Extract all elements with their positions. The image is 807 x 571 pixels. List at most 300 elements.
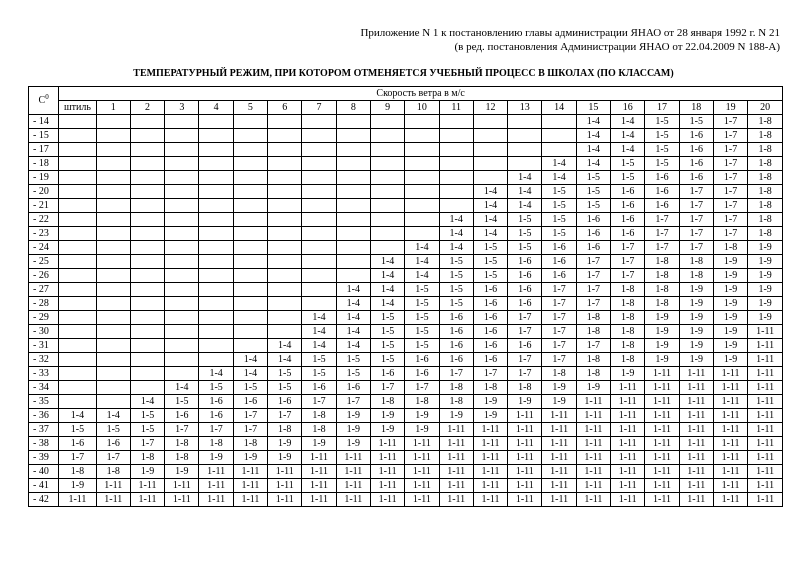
- grade-range-cell: [370, 157, 404, 171]
- grade-range-cell: [199, 269, 233, 283]
- grade-range-cell: [268, 297, 302, 311]
- grade-range-cell: [336, 213, 370, 227]
- grade-range-cell: 1-9: [679, 297, 713, 311]
- grade-range-cell: 1-5: [473, 255, 507, 269]
- grade-range-cell: 1-11: [473, 493, 507, 507]
- grade-range-cell: 1-11: [370, 479, 404, 493]
- grade-range-cell: 1-11: [713, 381, 747, 395]
- grade-range-cell: 1-6: [542, 255, 576, 269]
- grade-range-cell: [233, 325, 267, 339]
- grade-range-cell: 1-9: [748, 255, 783, 269]
- temperature-cell: - 26: [29, 269, 59, 283]
- temperature-cell: - 30: [29, 325, 59, 339]
- temperature-cell: - 14: [29, 115, 59, 129]
- grade-range-cell: [165, 339, 199, 353]
- grade-range-cell: 1-7: [713, 199, 747, 213]
- column-header: 5: [233, 101, 267, 115]
- grade-range-cell: 1-7: [542, 311, 576, 325]
- grade-range-cell: 1-6: [508, 339, 542, 353]
- grade-range-cell: 1-5: [268, 381, 302, 395]
- grade-range-cell: [302, 227, 336, 241]
- grade-range-cell: 1-11: [370, 437, 404, 451]
- grade-range-cell: [130, 185, 164, 199]
- grade-range-cell: [130, 353, 164, 367]
- grade-range-cell: 1-8: [473, 381, 507, 395]
- grade-range-cell: 1-5: [611, 157, 645, 171]
- grade-range-cell: 1-8: [439, 381, 473, 395]
- grade-range-cell: 1-4: [508, 185, 542, 199]
- grade-range-cell: [268, 227, 302, 241]
- grade-range-cell: [370, 199, 404, 213]
- grade-range-cell: [130, 115, 164, 129]
- grade-range-cell: 1-9: [713, 339, 747, 353]
- grade-range-cell: 1-7: [302, 395, 336, 409]
- grade-range-cell: [130, 241, 164, 255]
- grade-range-cell: 1-5: [233, 381, 267, 395]
- grade-range-cell: [130, 129, 164, 143]
- grade-range-cell: 1-7: [542, 325, 576, 339]
- column-header: 4: [199, 101, 233, 115]
- grade-range-cell: 1-11: [199, 479, 233, 493]
- grade-range-cell: [96, 227, 130, 241]
- grade-range-cell: [405, 185, 439, 199]
- grade-range-cell: 1-11: [679, 367, 713, 381]
- grade-range-cell: 1-4: [611, 115, 645, 129]
- grade-range-cell: 1-9: [268, 437, 302, 451]
- table-row: [29, 451, 783, 465]
- grade-range-cell: 1-6: [679, 171, 713, 185]
- temperature-cell: - 17: [29, 143, 59, 157]
- grade-range-cell: [473, 157, 507, 171]
- grade-range-cell: [165, 367, 199, 381]
- grade-range-cell: 1-7: [576, 269, 610, 283]
- column-header: 8: [336, 101, 370, 115]
- grade-range-cell: 1-8: [130, 451, 164, 465]
- grade-range-cell: [96, 325, 130, 339]
- grade-range-cell: [165, 269, 199, 283]
- temperature-cell: - 31: [29, 339, 59, 353]
- grade-range-cell: 1-5: [130, 409, 164, 423]
- grade-range-cell: 1-11: [508, 437, 542, 451]
- grade-range-cell: 1-7: [679, 185, 713, 199]
- column-header: 3: [165, 101, 199, 115]
- grade-range-cell: [96, 185, 130, 199]
- grade-range-cell: [233, 157, 267, 171]
- grade-range-cell: [96, 241, 130, 255]
- grade-range-cell: 1-8: [576, 325, 610, 339]
- temperature-cell: - 33: [29, 367, 59, 381]
- grade-range-cell: [59, 297, 96, 311]
- grade-range-cell: 1-6: [576, 227, 610, 241]
- grade-range-cell: 1-8: [748, 115, 783, 129]
- grade-range-cell: [96, 395, 130, 409]
- grade-range-cell: [130, 199, 164, 213]
- temperature-cell: - 22: [29, 213, 59, 227]
- column-header: 19: [713, 101, 747, 115]
- table-row: [29, 409, 783, 423]
- grade-range-cell: 1-11: [576, 395, 610, 409]
- grade-range-cell: [233, 199, 267, 213]
- grade-range-cell: 1-5: [302, 353, 336, 367]
- grade-range-cell: 1-7: [576, 339, 610, 353]
- table-body: [29, 115, 783, 507]
- grade-range-cell: 1-6: [679, 157, 713, 171]
- grade-range-cell: 1-5: [370, 311, 404, 325]
- grade-range-cell: 1-4: [130, 395, 164, 409]
- grade-range-cell: [233, 227, 267, 241]
- grade-range-cell: 1-11: [439, 465, 473, 479]
- grade-range-cell: 1-6: [405, 353, 439, 367]
- grade-range-cell: 1-11: [542, 451, 576, 465]
- grade-range-cell: 1-4: [336, 325, 370, 339]
- grade-range-cell: 1-11: [268, 493, 302, 507]
- grade-range-cell: 1-4: [59, 409, 96, 423]
- grade-range-cell: 1-5: [542, 199, 576, 213]
- document-title: ТЕМПЕРАТУРНЫЙ РЕЖИМ, ПРИ КОТОРОМ ОТМЕНЯЕТСЯ УЧЕБНЫЙ ПРОЦЕСС В ШКОЛАХ (ПО КЛАССАМ): [133, 68, 674, 79]
- grade-range-cell: 1-11: [611, 479, 645, 493]
- grade-range-cell: 1-5: [508, 227, 542, 241]
- grade-range-cell: 1-6: [679, 143, 713, 157]
- grade-range-cell: 1-7: [370, 381, 404, 395]
- grade-range-cell: 1-9: [405, 409, 439, 423]
- grade-range-cell: 1-11: [233, 479, 267, 493]
- grade-range-cell: 1-7: [542, 283, 576, 297]
- grade-range-cell: [233, 283, 267, 297]
- grade-range-cell: 1-11: [576, 479, 610, 493]
- grade-range-cell: 1-11: [645, 367, 679, 381]
- column-header: 15: [576, 101, 610, 115]
- grade-range-cell: 1-11: [611, 493, 645, 507]
- grade-range-cell: 1-6: [59, 437, 96, 451]
- grade-range-cell: [165, 255, 199, 269]
- grade-range-cell: [233, 311, 267, 325]
- grade-range-cell: 1-5: [473, 241, 507, 255]
- temperature-cell: - 41: [29, 479, 59, 493]
- grade-range-cell: [59, 227, 96, 241]
- grade-range-cell: 1-5: [370, 325, 404, 339]
- grade-range-cell: [59, 283, 96, 297]
- grade-range-cell: [302, 115, 336, 129]
- column-header: 13: [508, 101, 542, 115]
- grade-range-cell: 1-11: [576, 409, 610, 423]
- grade-range-cell: 1-11: [302, 465, 336, 479]
- grade-range-cell: 1-9: [370, 409, 404, 423]
- grade-range-cell: 1-7: [473, 367, 507, 381]
- grade-range-cell: [165, 171, 199, 185]
- grade-range-cell: 1-7: [713, 129, 747, 143]
- grade-range-cell: 1-4: [473, 213, 507, 227]
- grade-range-cell: 1-9: [679, 325, 713, 339]
- grade-range-cell: [130, 297, 164, 311]
- grade-range-cell: [336, 227, 370, 241]
- grade-range-cell: [233, 129, 267, 143]
- grade-range-cell: 1-6: [336, 381, 370, 395]
- grade-range-cell: 1-4: [268, 339, 302, 353]
- grade-range-cell: 1-7: [508, 367, 542, 381]
- grade-range-cell: 1-9: [473, 409, 507, 423]
- column-header: 1: [96, 101, 130, 115]
- grade-range-cell: 1-7: [713, 213, 747, 227]
- grade-range-cell: 1-4: [165, 381, 199, 395]
- grade-range-cell: 1-4: [473, 185, 507, 199]
- grade-range-cell: [130, 325, 164, 339]
- grade-range-cell: [96, 129, 130, 143]
- grade-range-cell: 1-9: [679, 353, 713, 367]
- grade-range-cell: 1-8: [302, 409, 336, 423]
- grade-range-cell: 1-8: [748, 185, 783, 199]
- grade-range-cell: [199, 283, 233, 297]
- grade-range-cell: [59, 185, 96, 199]
- grade-range-cell: 1-11: [439, 437, 473, 451]
- grade-range-cell: [130, 367, 164, 381]
- grade-range-cell: 1-11: [336, 465, 370, 479]
- grade-range-cell: [268, 283, 302, 297]
- column-header: 20: [748, 101, 783, 115]
- grade-range-cell: 1-7: [679, 241, 713, 255]
- grade-range-cell: 1-8: [645, 255, 679, 269]
- grade-range-cell: [508, 115, 542, 129]
- grade-range-cell: 1-8: [748, 157, 783, 171]
- column-header: 11: [439, 101, 473, 115]
- grade-range-cell: 1-11: [576, 451, 610, 465]
- grade-range-cell: [233, 241, 267, 255]
- table-row: [29, 269, 783, 283]
- grade-range-cell: 1-5: [302, 367, 336, 381]
- grade-range-cell: 1-8: [611, 311, 645, 325]
- temperature-cell: - 15: [29, 129, 59, 143]
- grade-range-cell: 1-11: [508, 451, 542, 465]
- grade-range-cell: 1-4: [576, 143, 610, 157]
- grade-range-cell: 1-7: [96, 451, 130, 465]
- table-row: [29, 129, 783, 143]
- grade-range-cell: 1-8: [576, 353, 610, 367]
- grade-range-cell: 1-6: [473, 353, 507, 367]
- grade-range-cell: [508, 157, 542, 171]
- grade-range-cell: 1-6: [473, 311, 507, 325]
- grade-range-cell: 1-8: [165, 437, 199, 451]
- grade-range-cell: 1-8: [268, 423, 302, 437]
- grade-range-cell: 1-5: [405, 311, 439, 325]
- grade-range-cell: [59, 241, 96, 255]
- grade-range-cell: 1-7: [508, 325, 542, 339]
- grade-range-cell: 1-11: [302, 451, 336, 465]
- grade-range-cell: 1-7: [130, 437, 164, 451]
- grade-range-cell: 1-11: [748, 395, 783, 409]
- grade-range-cell: 1-9: [405, 423, 439, 437]
- grade-range-cell: [508, 143, 542, 157]
- grade-range-cell: 1-9: [713, 325, 747, 339]
- grade-range-cell: 1-9: [645, 353, 679, 367]
- table-row: [29, 143, 783, 157]
- grade-range-cell: [165, 241, 199, 255]
- grade-range-cell: [370, 227, 404, 241]
- grade-range-cell: [199, 171, 233, 185]
- grade-range-cell: [199, 213, 233, 227]
- grade-range-cell: 1-11: [542, 479, 576, 493]
- grade-range-cell: 1-11: [645, 381, 679, 395]
- grade-range-cell: 1-4: [439, 213, 473, 227]
- grade-range-cell: [233, 255, 267, 269]
- grade-range-cell: 1-4: [370, 269, 404, 283]
- grade-range-cell: 1-11: [679, 493, 713, 507]
- table-row: [29, 115, 783, 129]
- grade-range-cell: [405, 171, 439, 185]
- grade-range-cell: 1-11: [473, 479, 507, 493]
- grade-range-cell: 1-11: [405, 493, 439, 507]
- grade-range-cell: 1-7: [508, 353, 542, 367]
- grade-range-cell: 1-9: [336, 423, 370, 437]
- grade-range-cell: 1-11: [748, 409, 783, 423]
- grade-range-cell: 1-8: [645, 297, 679, 311]
- column-header: 9: [370, 101, 404, 115]
- grade-range-cell: 1-4: [370, 297, 404, 311]
- grade-range-cell: 1-8: [748, 129, 783, 143]
- grade-range-cell: 1-5: [130, 423, 164, 437]
- grade-range-cell: [96, 213, 130, 227]
- grade-range-cell: 1-5: [576, 199, 610, 213]
- grade-range-cell: 1-5: [439, 297, 473, 311]
- table-row: [29, 283, 783, 297]
- grade-range-cell: 1-11: [713, 409, 747, 423]
- grade-range-cell: 1-6: [542, 269, 576, 283]
- grade-range-cell: 1-11: [748, 367, 783, 381]
- grade-range-cell: 1-11: [713, 395, 747, 409]
- grade-range-cell: 1-11: [542, 465, 576, 479]
- grade-range-cell: 1-5: [645, 115, 679, 129]
- grade-range-cell: 1-9: [713, 269, 747, 283]
- grade-range-cell: [370, 129, 404, 143]
- grade-range-cell: 1-6: [439, 339, 473, 353]
- grade-range-cell: [302, 241, 336, 255]
- grade-range-cell: [165, 115, 199, 129]
- grade-range-cell: 1-7: [645, 213, 679, 227]
- temperature-cell: - 35: [29, 395, 59, 409]
- grade-range-cell: [130, 311, 164, 325]
- grade-range-cell: 1-8: [542, 367, 576, 381]
- temperature-cell: - 42: [29, 493, 59, 507]
- grade-range-cell: 1-5: [645, 143, 679, 157]
- grade-range-cell: 1-5: [439, 269, 473, 283]
- grade-range-cell: 1-6: [268, 395, 302, 409]
- grade-range-cell: 1-11: [645, 437, 679, 451]
- grade-range-cell: [165, 311, 199, 325]
- grade-range-cell: [439, 157, 473, 171]
- grade-range-cell: [336, 171, 370, 185]
- column-header: 17: [645, 101, 679, 115]
- grade-range-cell: 1-4: [473, 227, 507, 241]
- grade-range-cell: [59, 199, 96, 213]
- grade-range-cell: 1-9: [645, 311, 679, 325]
- grade-range-cell: 1-5: [542, 185, 576, 199]
- grade-range-cell: [96, 311, 130, 325]
- grade-range-cell: 1-11: [713, 367, 747, 381]
- table-row: [29, 255, 783, 269]
- temperature-cell: - 27: [29, 283, 59, 297]
- grade-range-cell: 1-7: [59, 451, 96, 465]
- grade-range-cell: 1-4: [302, 325, 336, 339]
- grade-range-cell: [59, 381, 96, 395]
- grade-range-cell: 1-8: [508, 381, 542, 395]
- grade-range-cell: 1-5: [508, 213, 542, 227]
- column-header: 7: [302, 101, 336, 115]
- grade-range-cell: 1-5: [199, 381, 233, 395]
- grade-range-cell: [165, 353, 199, 367]
- grade-range-cell: [302, 255, 336, 269]
- grade-range-cell: [405, 115, 439, 129]
- grade-range-cell: 1-11: [645, 423, 679, 437]
- grade-range-cell: [96, 199, 130, 213]
- temperature-cell: - 40: [29, 465, 59, 479]
- grade-range-cell: 1-6: [370, 367, 404, 381]
- grade-range-cell: [96, 297, 130, 311]
- grade-range-cell: 1-11: [336, 493, 370, 507]
- grade-range-cell: 1-11: [679, 409, 713, 423]
- grade-range-cell: 1-11: [199, 465, 233, 479]
- grade-range-cell: [199, 157, 233, 171]
- grade-range-cell: 1-11: [679, 465, 713, 479]
- grade-range-cell: 1-5: [439, 255, 473, 269]
- grade-range-cell: [370, 185, 404, 199]
- grade-range-cell: [542, 129, 576, 143]
- grade-range-cell: 1-6: [439, 311, 473, 325]
- grade-range-cell: 1-8: [611, 283, 645, 297]
- grade-range-cell: 1-8: [748, 227, 783, 241]
- grade-range-cell: 1-4: [576, 115, 610, 129]
- grade-range-cell: 1-9: [336, 437, 370, 451]
- grade-range-cell: [130, 381, 164, 395]
- grade-range-cell: 1-5: [336, 353, 370, 367]
- grade-range-cell: 1-4: [336, 339, 370, 353]
- grade-range-cell: 1-8: [645, 283, 679, 297]
- grade-range-cell: 1-9: [542, 395, 576, 409]
- grade-range-cell: 1-7: [611, 241, 645, 255]
- table-row: [29, 157, 783, 171]
- temperature-wind-table: [28, 86, 783, 507]
- revision-note: (в ред. постановления Администрации ЯНАО от 22.04.2009 N 188-А): [454, 41, 780, 53]
- grade-range-cell: 1-11: [130, 493, 164, 507]
- grade-range-cell: 1-9: [748, 297, 783, 311]
- grade-range-cell: 1-4: [405, 241, 439, 255]
- grade-range-cell: [96, 157, 130, 171]
- grade-range-cell: 1-4: [302, 339, 336, 353]
- grade-range-cell: 1-4: [405, 255, 439, 269]
- grade-range-cell: 1-11: [611, 381, 645, 395]
- grade-range-cell: [370, 241, 404, 255]
- grade-range-cell: 1-11: [748, 451, 783, 465]
- grade-range-cell: [165, 199, 199, 213]
- grade-range-cell: [268, 255, 302, 269]
- grade-range-cell: [268, 185, 302, 199]
- grade-range-cell: [268, 311, 302, 325]
- grade-range-cell: 1-5: [370, 339, 404, 353]
- grade-range-cell: [508, 129, 542, 143]
- grade-range-cell: 1-7: [679, 227, 713, 241]
- grade-range-cell: 1-5: [336, 367, 370, 381]
- grade-range-cell: 1-9: [713, 283, 747, 297]
- grade-range-cell: 1-11: [508, 479, 542, 493]
- grade-range-cell: [370, 171, 404, 185]
- grade-range-cell: [165, 297, 199, 311]
- grade-range-cell: 1-11: [508, 409, 542, 423]
- table-row: [29, 381, 783, 395]
- grade-range-cell: 1-7: [713, 185, 747, 199]
- grade-range-cell: 1-11: [165, 479, 199, 493]
- temperature-header: [29, 87, 59, 115]
- grade-range-cell: 1-11: [645, 395, 679, 409]
- grade-range-cell: 1-6: [233, 395, 267, 409]
- grade-range-cell: [268, 241, 302, 255]
- grade-range-cell: [59, 171, 96, 185]
